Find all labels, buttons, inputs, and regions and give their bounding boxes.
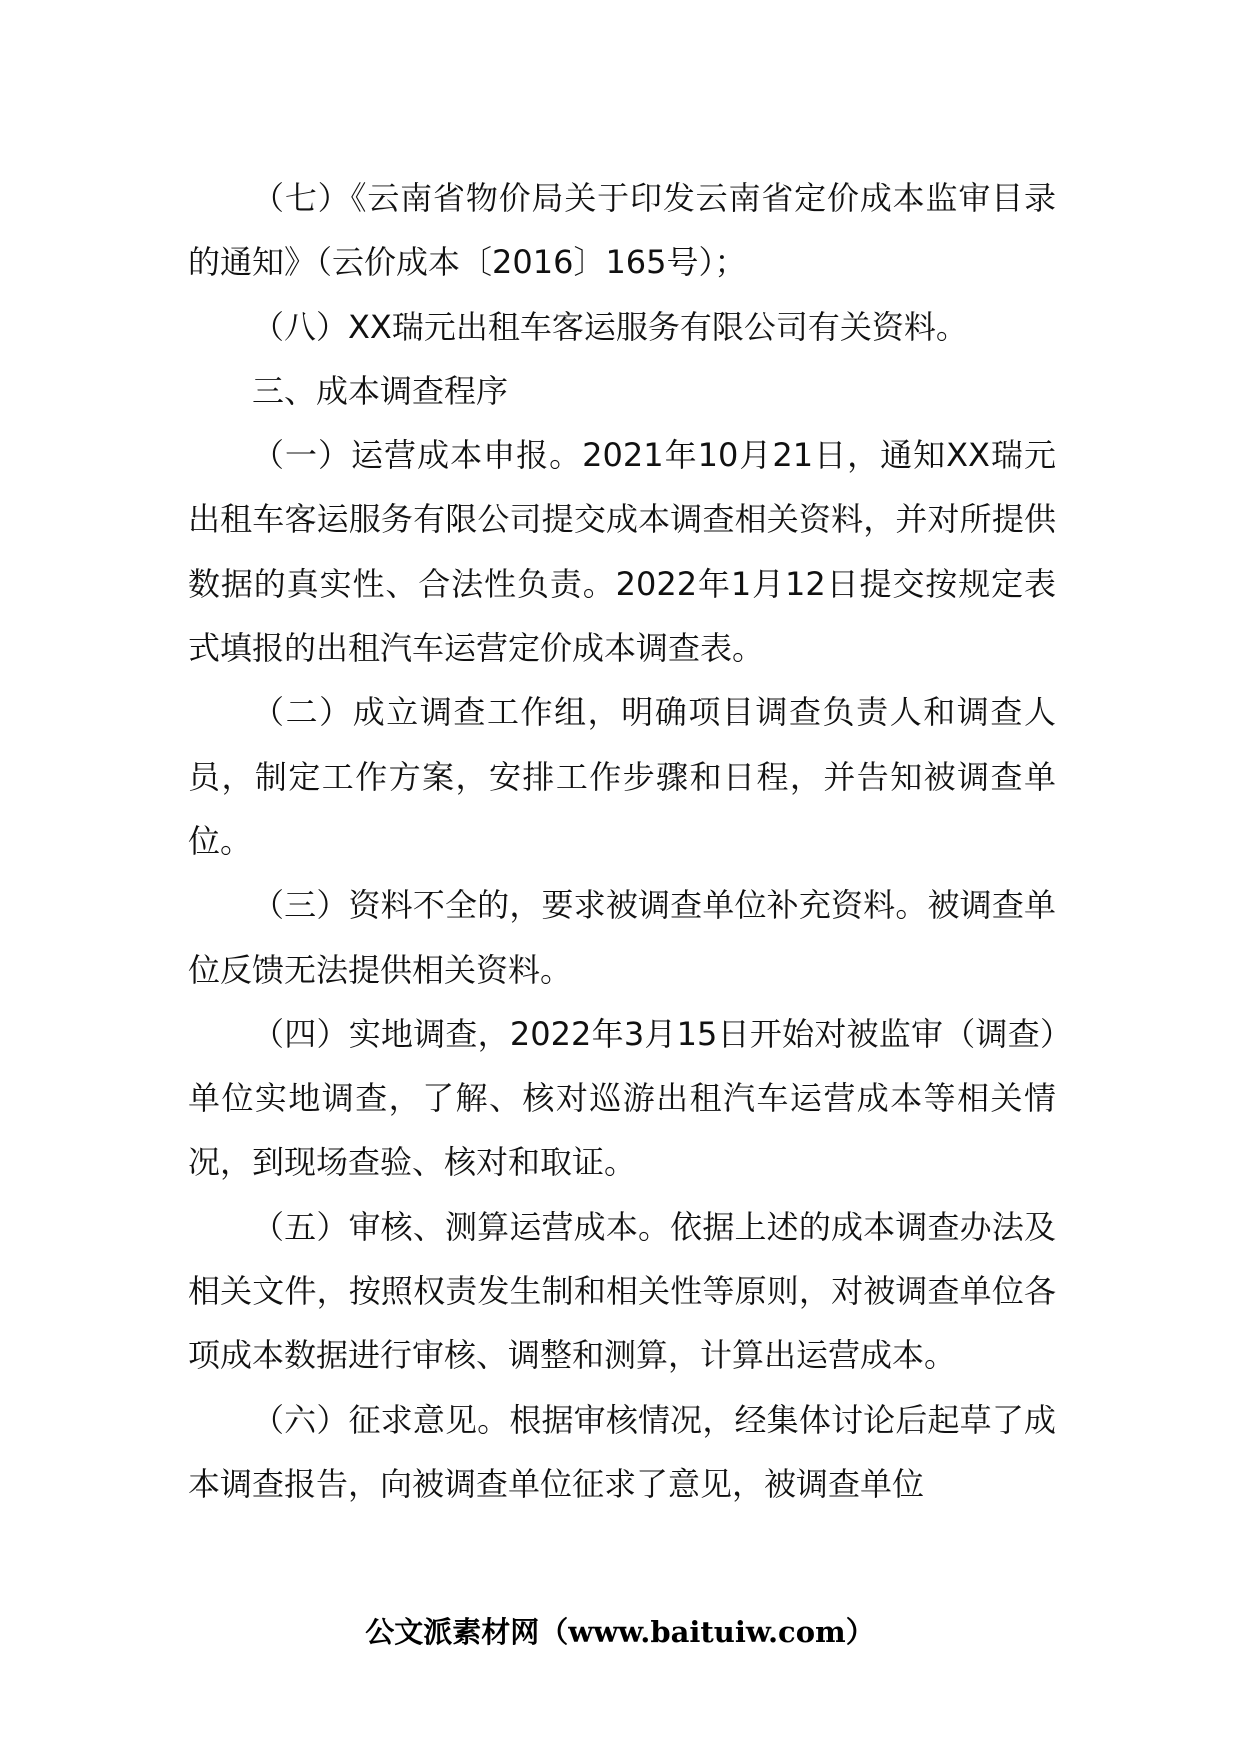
procedure-step-6: （六）征求意见。根据审核情况，经集体讨论后起草了成本调查报告，向被调查单位征求了意见，被调查单位 — [188, 1400, 1056, 1503]
procedure-step-4: （四）实地调查，2022年3月15日开始对被监审（调查）单位实地调查，了解、核对巡游出租汽车运营成本等相关情况，到现场查验、核对和取证。 — [188, 1014, 1056, 1182]
paragraph-item-8: （八）XX瑞元出租车客运服务有限公司有关资料。 — [252, 307, 968, 346]
procedure-step-3: （三）资料不全的，要求被调查单位补充资料。被调查单位反馈无法提供相关资料。 — [188, 886, 1056, 989]
document-body — [188, 166, 1056, 1516]
procedure-step-2: （二）成立调查工作组，明确项目调查负责人和调查人员，制定工作方案，安排工作步骤和日程，并告知被调查单位。 — [188, 693, 1056, 860]
procedure-step-1: （一）运营成本申报。2021年10月21日，通知XX瑞元出租车客运服务有限公司提交成本调查相关资料，并对所提供数据的真实性、合法性负责。2022年1月12日提交按规定表式填报的出租汽车运营定价成本调查表。 — [188, 436, 1056, 668]
procedure-step-5: （五）审核、测算运营成本。依据上述的成本调查办法及相关文件，按照权责发生制和相关性等原则，对被调查单位各项成本数据进行审核、调整和测算，计算出运营成本。 — [188, 1207, 1056, 1375]
paragraph-item-7: （七）《云南省物价局关于印发云南省定价成本监审目录的通知》（云价成本〔2016〕165号）； — [188, 179, 1056, 282]
section-heading-cost-procedure: 三、成本调查程序 — [252, 371, 509, 410]
footer-watermark: 公文派素材网（www.baituiw.com） — [365, 1615, 875, 1649]
